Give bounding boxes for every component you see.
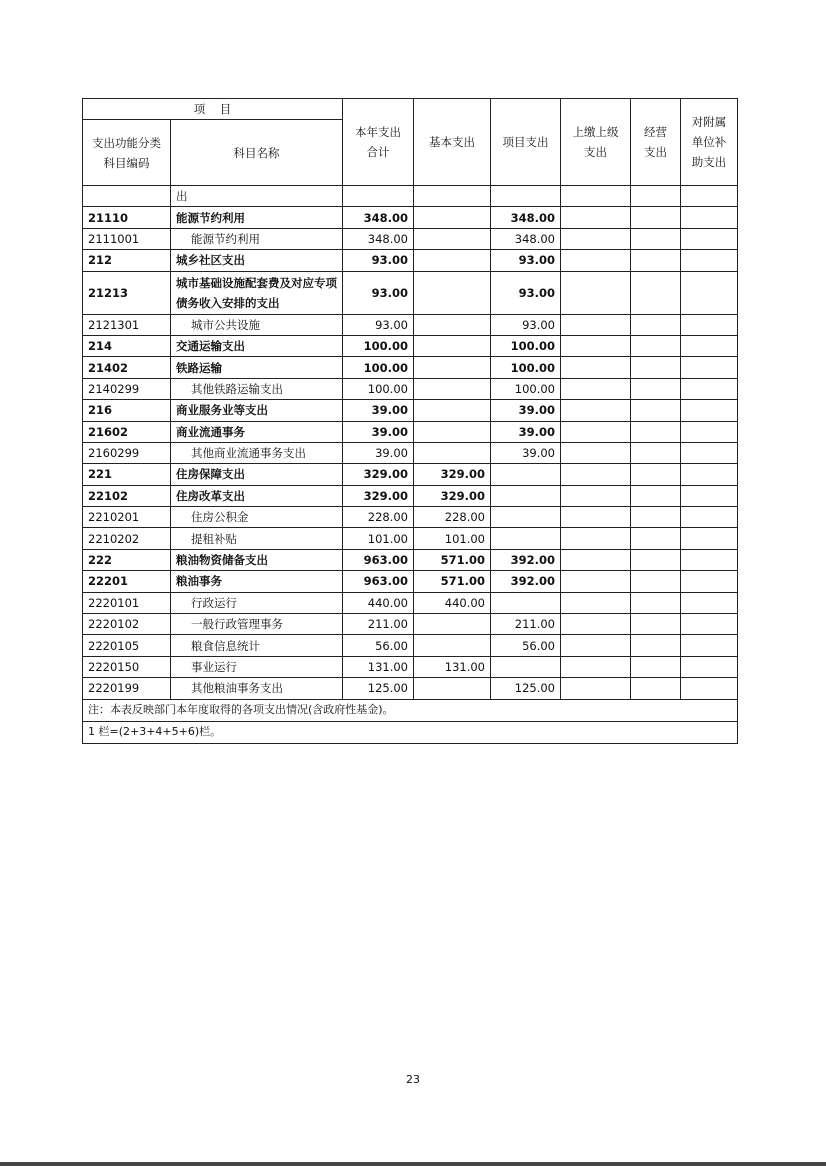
table-row — [83, 357, 738, 378]
row-name: 商业服务业等支出 — [171, 400, 343, 421]
table-row — [83, 442, 738, 463]
table-row — [83, 464, 738, 485]
table-row — [83, 271, 738, 314]
row-upper — [561, 186, 631, 207]
row-basic — [414, 678, 491, 699]
row-total: 100.00 — [343, 378, 414, 399]
row-basic — [414, 378, 491, 399]
row-subsidy — [681, 507, 738, 528]
header-subsidy: 对附属单位补助支出 — [681, 99, 738, 186]
row-upper — [561, 357, 631, 378]
header-name: 科目名称 — [171, 120, 343, 186]
row-name: 粮油物资储备支出 — [171, 549, 343, 570]
row-basic — [414, 250, 491, 271]
row-basic: 228.00 — [414, 507, 491, 528]
row-item: 211.00 — [491, 614, 561, 635]
table-row — [83, 378, 738, 399]
row-item: 392.00 — [491, 571, 561, 592]
row-name: 其他粮油事务支出 — [171, 678, 343, 699]
row-basic — [414, 271, 491, 314]
row-total: 440.00 — [343, 592, 414, 613]
row-total: 93.00 — [343, 314, 414, 335]
row-code: 2121301 — [83, 314, 171, 335]
row-business — [631, 228, 681, 249]
row-upper — [561, 314, 631, 335]
row-code: 214 — [83, 335, 171, 356]
row-code: 22201 — [83, 571, 171, 592]
table-row — [83, 314, 738, 335]
row-name: 城市公共设施 — [171, 314, 343, 335]
row-basic: 329.00 — [414, 485, 491, 506]
row-item — [491, 186, 561, 207]
table-row — [83, 635, 738, 656]
table-header — [83, 99, 738, 186]
row-business — [631, 571, 681, 592]
row-code: 2220102 — [83, 614, 171, 635]
row-name: 城乡社区支出 — [171, 250, 343, 271]
row-code: 2220105 — [83, 635, 171, 656]
row-upper — [561, 678, 631, 699]
row-subsidy — [681, 421, 738, 442]
row-item: 348.00 — [491, 228, 561, 249]
row-total: 131.00 — [343, 656, 414, 677]
row-total: 329.00 — [343, 485, 414, 506]
row-subsidy — [681, 207, 738, 228]
table-row — [83, 528, 738, 549]
row-code: 2210201 — [83, 507, 171, 528]
table-row — [83, 250, 738, 271]
row-business — [631, 507, 681, 528]
row-upper — [561, 614, 631, 635]
row-name: 住房公积金 — [171, 507, 343, 528]
row-subsidy — [681, 592, 738, 613]
row-total: 100.00 — [343, 357, 414, 378]
row-business — [631, 614, 681, 635]
table-row — [83, 335, 738, 356]
row-code: 222 — [83, 549, 171, 570]
row-subsidy — [681, 635, 738, 656]
row-business — [631, 485, 681, 506]
row-upper — [561, 378, 631, 399]
row-basic — [414, 228, 491, 249]
row-code: 2160299 — [83, 442, 171, 463]
row-business — [631, 528, 681, 549]
row-name: 出 — [171, 186, 343, 207]
row-subsidy — [681, 357, 738, 378]
row-item: 392.00 — [491, 549, 561, 570]
row-item: 348.00 — [491, 207, 561, 228]
row-subsidy — [681, 464, 738, 485]
row-name: 事业运行 — [171, 656, 343, 677]
row-name: 提租补贴 — [171, 528, 343, 549]
row-name: 住房改革支出 — [171, 485, 343, 506]
row-item: 125.00 — [491, 678, 561, 699]
row-code: 2111001 — [83, 228, 171, 249]
note-1: 注：本表反映部门本年度取得的各项支出情况(含政府性基金)。 — [83, 699, 738, 721]
header-total: 本年支出合计 — [343, 99, 414, 186]
row-code: 2140299 — [83, 378, 171, 399]
row-item — [491, 485, 561, 506]
row-upper — [561, 507, 631, 528]
row-subsidy — [681, 549, 738, 570]
row-name: 其他商业流通事务支出 — [171, 442, 343, 463]
table-body — [83, 186, 738, 700]
row-total: 963.00 — [343, 549, 414, 570]
row-item: 93.00 — [491, 314, 561, 335]
row-upper — [561, 571, 631, 592]
row-subsidy — [681, 442, 738, 463]
row-basic — [414, 635, 491, 656]
table-row — [83, 656, 738, 677]
row-item: 100.00 — [491, 378, 561, 399]
row-total: 39.00 — [343, 421, 414, 442]
table-row — [83, 549, 738, 570]
row-name: 能源节约利用 — [171, 207, 343, 228]
row-item — [491, 528, 561, 549]
bottom-rule — [0, 1162, 826, 1166]
row-total: 93.00 — [343, 250, 414, 271]
row-total: 228.00 — [343, 507, 414, 528]
row-total: 39.00 — [343, 442, 414, 463]
row-upper — [561, 656, 631, 677]
row-upper — [561, 592, 631, 613]
row-total: 39.00 — [343, 400, 414, 421]
table-notes — [83, 699, 738, 743]
row-business — [631, 314, 681, 335]
row-name: 其他铁路运输支出 — [171, 378, 343, 399]
header-basic: 基本支出 — [414, 99, 491, 186]
expenditure-table — [82, 98, 738, 744]
row-business — [631, 464, 681, 485]
row-subsidy — [681, 186, 738, 207]
table-row — [83, 186, 738, 207]
row-name: 住房保障支出 — [171, 464, 343, 485]
row-subsidy — [681, 614, 738, 635]
row-item — [491, 592, 561, 613]
row-item — [491, 656, 561, 677]
row-business — [631, 442, 681, 463]
row-upper — [561, 335, 631, 356]
note-2: 1 栏=(2+3+4+5+6)栏。 — [83, 721, 738, 743]
row-basic — [414, 614, 491, 635]
row-upper — [561, 442, 631, 463]
row-upper — [561, 635, 631, 656]
row-item: 93.00 — [491, 271, 561, 314]
row-basic — [414, 357, 491, 378]
row-total: 963.00 — [343, 571, 414, 592]
row-basic — [414, 186, 491, 207]
row-code: 21213 — [83, 271, 171, 314]
row-subsidy — [681, 656, 738, 677]
row-item — [491, 464, 561, 485]
row-total: 329.00 — [343, 464, 414, 485]
row-code — [83, 186, 171, 207]
header-upper: 上缴上级支出 — [561, 99, 631, 186]
table-row — [83, 678, 738, 699]
row-business — [631, 678, 681, 699]
row-item: 39.00 — [491, 400, 561, 421]
row-subsidy — [681, 250, 738, 271]
row-basic: 131.00 — [414, 656, 491, 677]
row-business — [631, 378, 681, 399]
table-row — [83, 228, 738, 249]
row-code: 2220101 — [83, 592, 171, 613]
row-total — [343, 186, 414, 207]
row-item: 56.00 — [491, 635, 561, 656]
row-name: 铁路运输 — [171, 357, 343, 378]
row-item — [491, 507, 561, 528]
row-basic: 571.00 — [414, 549, 491, 570]
header-code: 支出功能分类科目编码 — [83, 120, 171, 186]
row-item: 39.00 — [491, 442, 561, 463]
row-upper — [561, 549, 631, 570]
row-upper — [561, 485, 631, 506]
row-code: 221 — [83, 464, 171, 485]
row-total: 125.00 — [343, 678, 414, 699]
row-upper — [561, 250, 631, 271]
row-name: 商业流通事务 — [171, 421, 343, 442]
header-business: 经营支出 — [631, 99, 681, 186]
row-item: 93.00 — [491, 250, 561, 271]
table-row — [83, 592, 738, 613]
row-subsidy — [681, 528, 738, 549]
row-name: 城市基础设施配套费及对应专项债务收入安排的支出 — [171, 271, 343, 314]
row-upper — [561, 228, 631, 249]
row-code: 2220150 — [83, 656, 171, 677]
row-total: 56.00 — [343, 635, 414, 656]
table-row — [83, 485, 738, 506]
table-row — [83, 400, 738, 421]
row-subsidy — [681, 485, 738, 506]
row-total: 101.00 — [343, 528, 414, 549]
row-business — [631, 421, 681, 442]
row-subsidy — [681, 335, 738, 356]
row-basic: 101.00 — [414, 528, 491, 549]
row-business — [631, 549, 681, 570]
row-business — [631, 357, 681, 378]
row-name: 行政运行 — [171, 592, 343, 613]
row-basic: 440.00 — [414, 592, 491, 613]
row-business — [631, 250, 681, 271]
row-item: 39.00 — [491, 421, 561, 442]
row-code: 21402 — [83, 357, 171, 378]
row-business — [631, 207, 681, 228]
row-upper — [561, 271, 631, 314]
row-basic — [414, 421, 491, 442]
row-subsidy — [681, 678, 738, 699]
row-business — [631, 400, 681, 421]
row-name: 粮食信息统计 — [171, 635, 343, 656]
page-number: 23 — [406, 1073, 420, 1086]
row-subsidy — [681, 571, 738, 592]
row-basic — [414, 207, 491, 228]
row-basic — [414, 442, 491, 463]
row-code: 216 — [83, 400, 171, 421]
row-code: 22102 — [83, 485, 171, 506]
row-total: 211.00 — [343, 614, 414, 635]
row-item: 100.00 — [491, 357, 561, 378]
row-business — [631, 335, 681, 356]
row-code: 2220199 — [83, 678, 171, 699]
row-code: 21110 — [83, 207, 171, 228]
row-business — [631, 635, 681, 656]
table-row — [83, 207, 738, 228]
row-code: 2210202 — [83, 528, 171, 549]
row-total: 348.00 — [343, 207, 414, 228]
row-total: 100.00 — [343, 335, 414, 356]
row-subsidy — [681, 228, 738, 249]
header-item: 项目支出 — [491, 99, 561, 186]
row-business — [631, 592, 681, 613]
row-name: 能源节约利用 — [171, 228, 343, 249]
row-business — [631, 271, 681, 314]
table-row — [83, 614, 738, 635]
row-upper — [561, 528, 631, 549]
row-business — [631, 186, 681, 207]
row-total: 348.00 — [343, 228, 414, 249]
row-subsidy — [681, 271, 738, 314]
row-basic: 571.00 — [414, 571, 491, 592]
header-project: 项 目 — [83, 99, 343, 120]
row-name: 一般行政管理事务 — [171, 614, 343, 635]
row-name: 交通运输支出 — [171, 335, 343, 356]
table-row — [83, 571, 738, 592]
row-basic — [414, 314, 491, 335]
row-code: 212 — [83, 250, 171, 271]
row-upper — [561, 464, 631, 485]
table-row — [83, 421, 738, 442]
row-basic — [414, 335, 491, 356]
row-code: 21602 — [83, 421, 171, 442]
row-total: 93.00 — [343, 271, 414, 314]
row-item: 100.00 — [491, 335, 561, 356]
table-row — [83, 507, 738, 528]
row-subsidy — [681, 378, 738, 399]
row-business — [631, 656, 681, 677]
row-upper — [561, 207, 631, 228]
row-basic — [414, 400, 491, 421]
row-subsidy — [681, 314, 738, 335]
row-upper — [561, 400, 631, 421]
row-name: 粮油事务 — [171, 571, 343, 592]
row-subsidy — [681, 400, 738, 421]
row-upper — [561, 421, 631, 442]
row-basic: 329.00 — [414, 464, 491, 485]
